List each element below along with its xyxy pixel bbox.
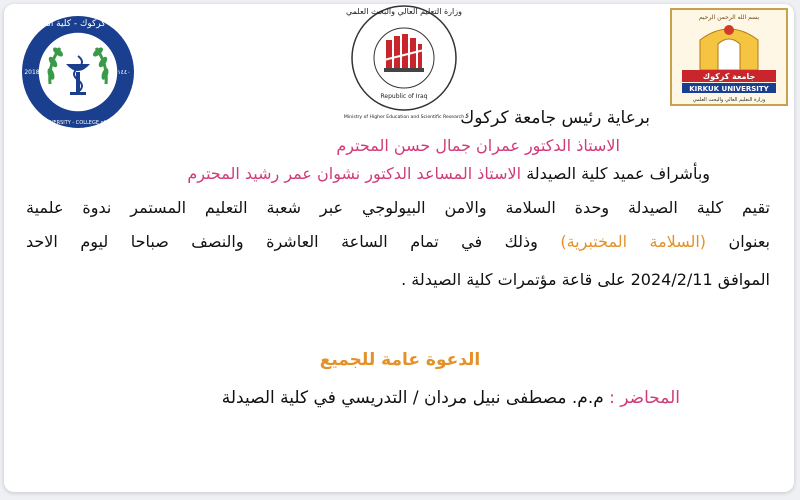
body-line-1: تقيم كلية الصيدلة وحدة السلامة والامن البيولوجي عبر شعبة التعليم المستمر ندوة علمية — [26, 198, 770, 217]
president-name: الاستاذ الدكتور عمران جمال حسن المحترم — [336, 136, 620, 155]
patronage-line: برعاية رئيس جامعة كركوك — [460, 108, 650, 128]
svg-text:KIRKUK UNIVERSITY: KIRKUK UNIVERSITY — [689, 85, 769, 93]
supervision-line — [130, 164, 710, 183]
lecturer-label: المحاضر : — [603, 388, 680, 408]
svg-text:جامعة كركوك: جامعة كركوك — [702, 72, 756, 81]
svg-text:Ministry of Higher Education a: Ministry of Higher Education and Scientific Research — [344, 115, 464, 120]
time-text: وذلك في تمام الساعة العاشرة والنصف صباحا ليوم الاحد — [26, 232, 561, 251]
svg-text:2018: 2018 — [24, 69, 40, 76]
lecturer-name: م.م. مصطفى نبيل مردان / التدريسي في كلية الصيدلة — [221, 388, 604, 408]
public-invitation: الدعوة عامة للجميع — [319, 350, 481, 370]
body-line-2 — [26, 232, 770, 251]
lecturer-line — [150, 388, 680, 408]
kirkuk-university-logo — [670, 8, 788, 106]
body-line-3: الموافق 2024/2/11 على قاعة مؤتمرات كلية الصيدلة . — [401, 270, 770, 289]
svg-text:بسم الله الرحمن الرحيم: بسم الله الرحمن الرحيم — [698, 14, 760, 21]
title-intro: بعنوان — [706, 232, 771, 251]
svg-text:KIRKUK UNIVERSITY - COLLEGE of: KIRKUK UNIVERSITY - COLLEGE of PHARMACY — [21, 120, 135, 126]
college-of-pharmacy-logo — [18, 12, 138, 132]
seminar-title: (السلامة المختبرية) — [560, 232, 707, 251]
ministry-logo — [344, 0, 464, 125]
svg-text:١٤٤٠: ١٤٤٠ — [117, 69, 131, 76]
supervision-prefix: وبأشراف عميد كلية الصيدلة — [521, 164, 710, 183]
svg-text:وزارة التعليم العالي والبحث ال: وزارة التعليم العالي والبحث العلمي — [692, 97, 766, 103]
svg-text:جامعة كركوك - كلية الصيدلة: جامعة كركوك - كلية الصيدلة — [25, 19, 131, 29]
svg-text:Republic of Iraq: Republic of Iraq — [380, 93, 428, 100]
svg-text:وزارة التعليم العالي والبحث ال: وزارة التعليم العالي والبحث العلمي — [346, 7, 462, 16]
dean-name: الاستاذ المساعد الدكتور نشوان عمر رشيد المحترم — [187, 164, 522, 183]
